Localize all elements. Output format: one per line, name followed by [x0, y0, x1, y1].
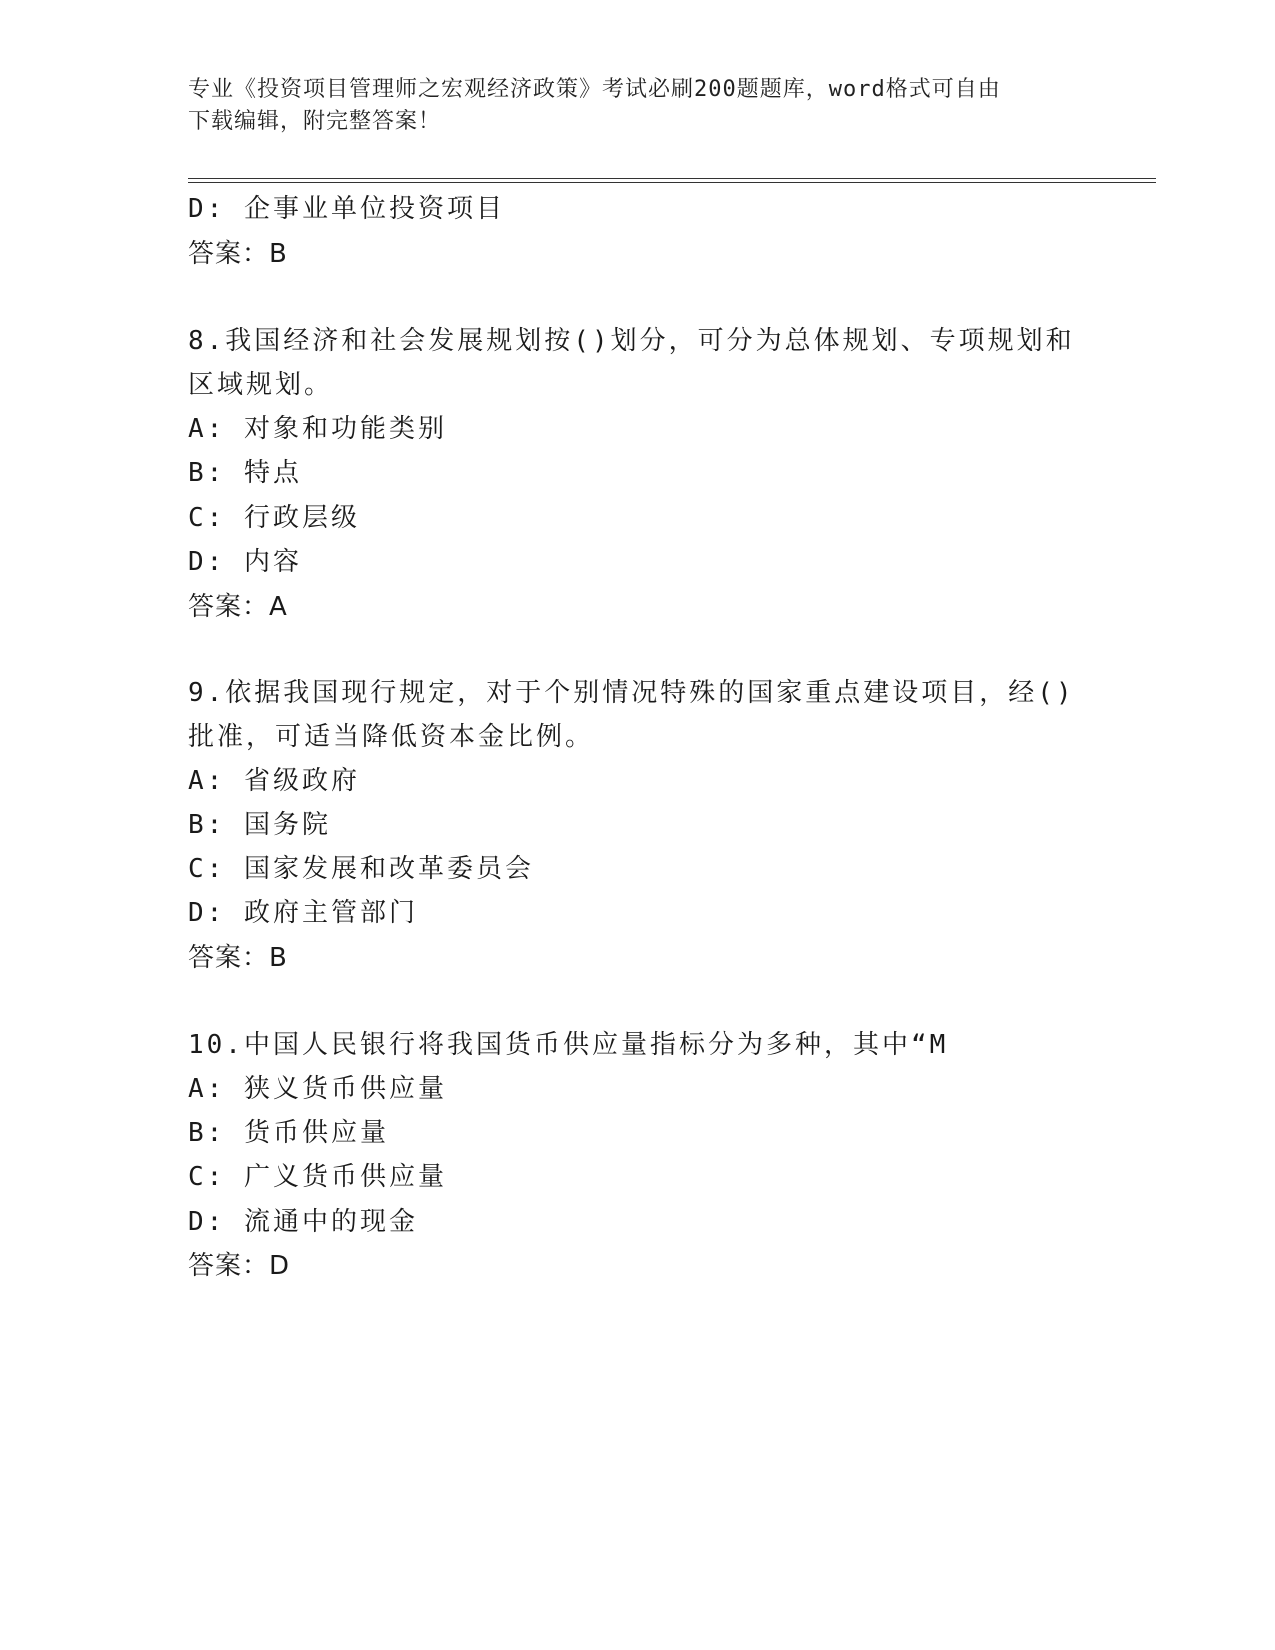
q8-option-b: B: 特点 [188, 458, 302, 488]
q9-answer: 答案：B [188, 943, 288, 973]
q10-answer: 答案：D [188, 1251, 291, 1281]
q10-option-b: B: 货币供应量 [188, 1118, 389, 1148]
q9-option-c: C: 国家发展和改革委员会 [188, 854, 534, 884]
q9-stem-line-2: 批准，可适当降低资本金比例。 [188, 722, 595, 752]
q8-stem-line-1: 8.我国经济和社会发展规划按()划分，可分为总体规划、专项规划和 [188, 326, 1075, 356]
q9-option-b: B: 国务院 [188, 810, 331, 840]
q8-option-d: D: 内容 [188, 547, 302, 577]
q9-stem-line-1: 9.依据我国现行规定，对于个别情况特殊的国家重点建设项目，经() [188, 678, 1075, 708]
page-header [188, 74, 1088, 138]
header-divider [188, 178, 1156, 183]
q8-option-a: A: 对象和功能类别 [188, 414, 447, 444]
header-line-2: 下载编辑，附完整答案！ [188, 109, 442, 134]
q8-option-c: C: 行政层级 [188, 503, 360, 533]
q9-option-a: A: 省级政府 [188, 766, 360, 796]
header-line-1: 专业《投资项目管理师之宏观经济政策》考试必刷200题题库，word格式可自由 [188, 77, 1001, 102]
q8-stem-line-2: 区域规划。 [188, 370, 334, 400]
q7-answer: 答案：B [188, 239, 288, 269]
q10-stem: 10.中国人民银行将我国货币供应量指标分为多种，其中“M [188, 1030, 949, 1060]
q8-answer: 答案：A [188, 592, 288, 622]
q10-option-d: D: 流通中的现金 [188, 1207, 418, 1237]
q10-option-c: C: 广义货币供应量 [188, 1162, 447, 1192]
q10-option-a: A: 狭义货币供应量 [188, 1074, 447, 1104]
q7-option-d: D: 企事业单位投资项目 [188, 194, 505, 224]
q9-option-d: D: 政府主管部门 [188, 898, 418, 928]
